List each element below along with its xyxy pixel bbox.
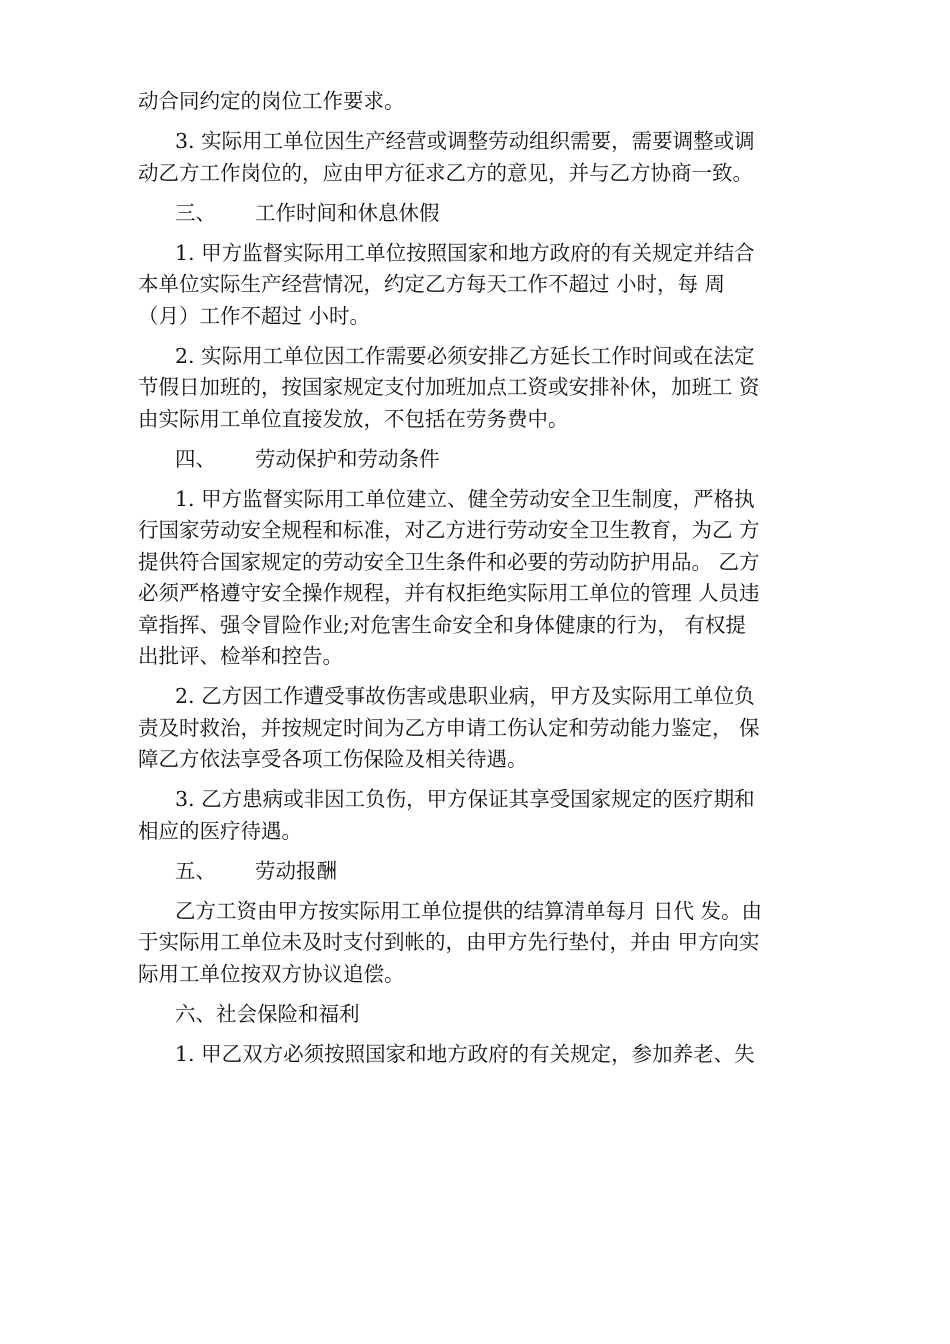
text-line: 1. 甲方监督实际用工单位建立、健全劳动安全卫生制度，严格执 bbox=[175, 486, 755, 511]
document-body bbox=[138, 86, 830, 1070]
text-line: 2. 乙方因工作遭受事故伤害或患职业病，甲方及实际用工单位负 bbox=[175, 684, 755, 708]
text-line: 障乙方依法享受各项工伤保险及相关待遇。 bbox=[138, 747, 528, 771]
text-line: 动乙方工作岗位的，应由甲方征求乙方的意见，并与乙方协商一致。 bbox=[138, 160, 753, 185]
section-number: 四、 bbox=[175, 446, 216, 471]
text-line: 际用工单位按双方协议追偿。 bbox=[138, 961, 405, 986]
text-line: 节假日加班的，按国家规定支付加班加点工资或安排补休，加班工 资 bbox=[138, 375, 760, 399]
section-number: 三、 bbox=[175, 200, 216, 225]
section-heading bbox=[138, 198, 830, 230]
text-line: 行国家劳动安全规程和标准，对乙方进行劳动安全卫生教育，为乙 方 bbox=[138, 518, 760, 542]
text-line: 2. 实际用工单位因工作需要必须安排乙方延长工作时间或在法定 bbox=[175, 343, 755, 368]
text-line: 责及时救治，并按规定时间为乙方申请工伤认定和劳动能力鉴定， 保 bbox=[138, 715, 760, 740]
text-line: 1. 甲方监督实际用工单位按照国家和地方政府的有关规定并结合 bbox=[175, 240, 755, 265]
section-title: 六、社会保险和福利 bbox=[175, 1001, 360, 1026]
text-line: 3. 乙方患病或非因工负伤，甲方保证其享受国家规定的医疗期和 bbox=[175, 787, 755, 811]
text-line: 相应的医疗待遇。 bbox=[138, 818, 302, 843]
text-line: 1. 甲乙双方必须按照国家和地方政府的有关规定，参加养老、失 bbox=[175, 1041, 755, 1066]
clause-paragraph bbox=[138, 896, 830, 991]
text-line: 于实际用工单位未及时支付到帐的，由甲方先行垫付，并由 甲方向实 bbox=[138, 930, 760, 954]
text-line: （月）工作不超过 小时。 bbox=[138, 303, 371, 328]
section-title: 劳动报酬 bbox=[255, 858, 337, 883]
text-line: 3. 实际用工单位因生产经营或调整劳动组织需要，需要调整或调 bbox=[175, 129, 755, 153]
clause-paragraph bbox=[138, 238, 830, 333]
text-line: 必须严格遵守安全操作规程，并有权拒绝实际用工单位的管理 人员违 bbox=[138, 581, 760, 605]
text-line: 动合同约定的岗位工作要求。 bbox=[138, 89, 405, 113]
clause-paragraph bbox=[138, 1039, 830, 1071]
clause-paragraph bbox=[138, 126, 830, 189]
text-line: 由实际用工单位直接发放，不包括在劳务费中。 bbox=[138, 406, 569, 431]
section-number: 五、 bbox=[175, 858, 216, 883]
text-line: 提供符合国家规定的劳动安全卫生条件和必要的劳动防护用品。 乙方 bbox=[138, 549, 760, 574]
clause-paragraph bbox=[138, 784, 830, 847]
section-title: 劳动保护和劳动条件 bbox=[255, 446, 440, 471]
text-line: 章指挥、强令冒险作业;对危害生命安全和身体健康的行为， 有权提 bbox=[138, 612, 746, 637]
section-heading bbox=[138, 856, 830, 888]
section-title: 工作时间和休息休假 bbox=[255, 200, 440, 225]
clause-paragraph bbox=[138, 484, 830, 673]
paragraph-continuation bbox=[138, 86, 830, 118]
section-heading bbox=[138, 999, 830, 1031]
section-heading bbox=[138, 444, 830, 476]
clause-paragraph bbox=[138, 681, 830, 776]
text-line: 出批评、检举和控告。 bbox=[138, 644, 343, 668]
clause-paragraph bbox=[138, 341, 830, 436]
text-line: 乙方工资由甲方按实际用工单位提供的结算清单每月 日代 发。由 bbox=[175, 898, 763, 923]
text-line: 本单位实际生产经营情况，约定乙方每天工作不超过 小时，每 周 bbox=[138, 272, 726, 296]
